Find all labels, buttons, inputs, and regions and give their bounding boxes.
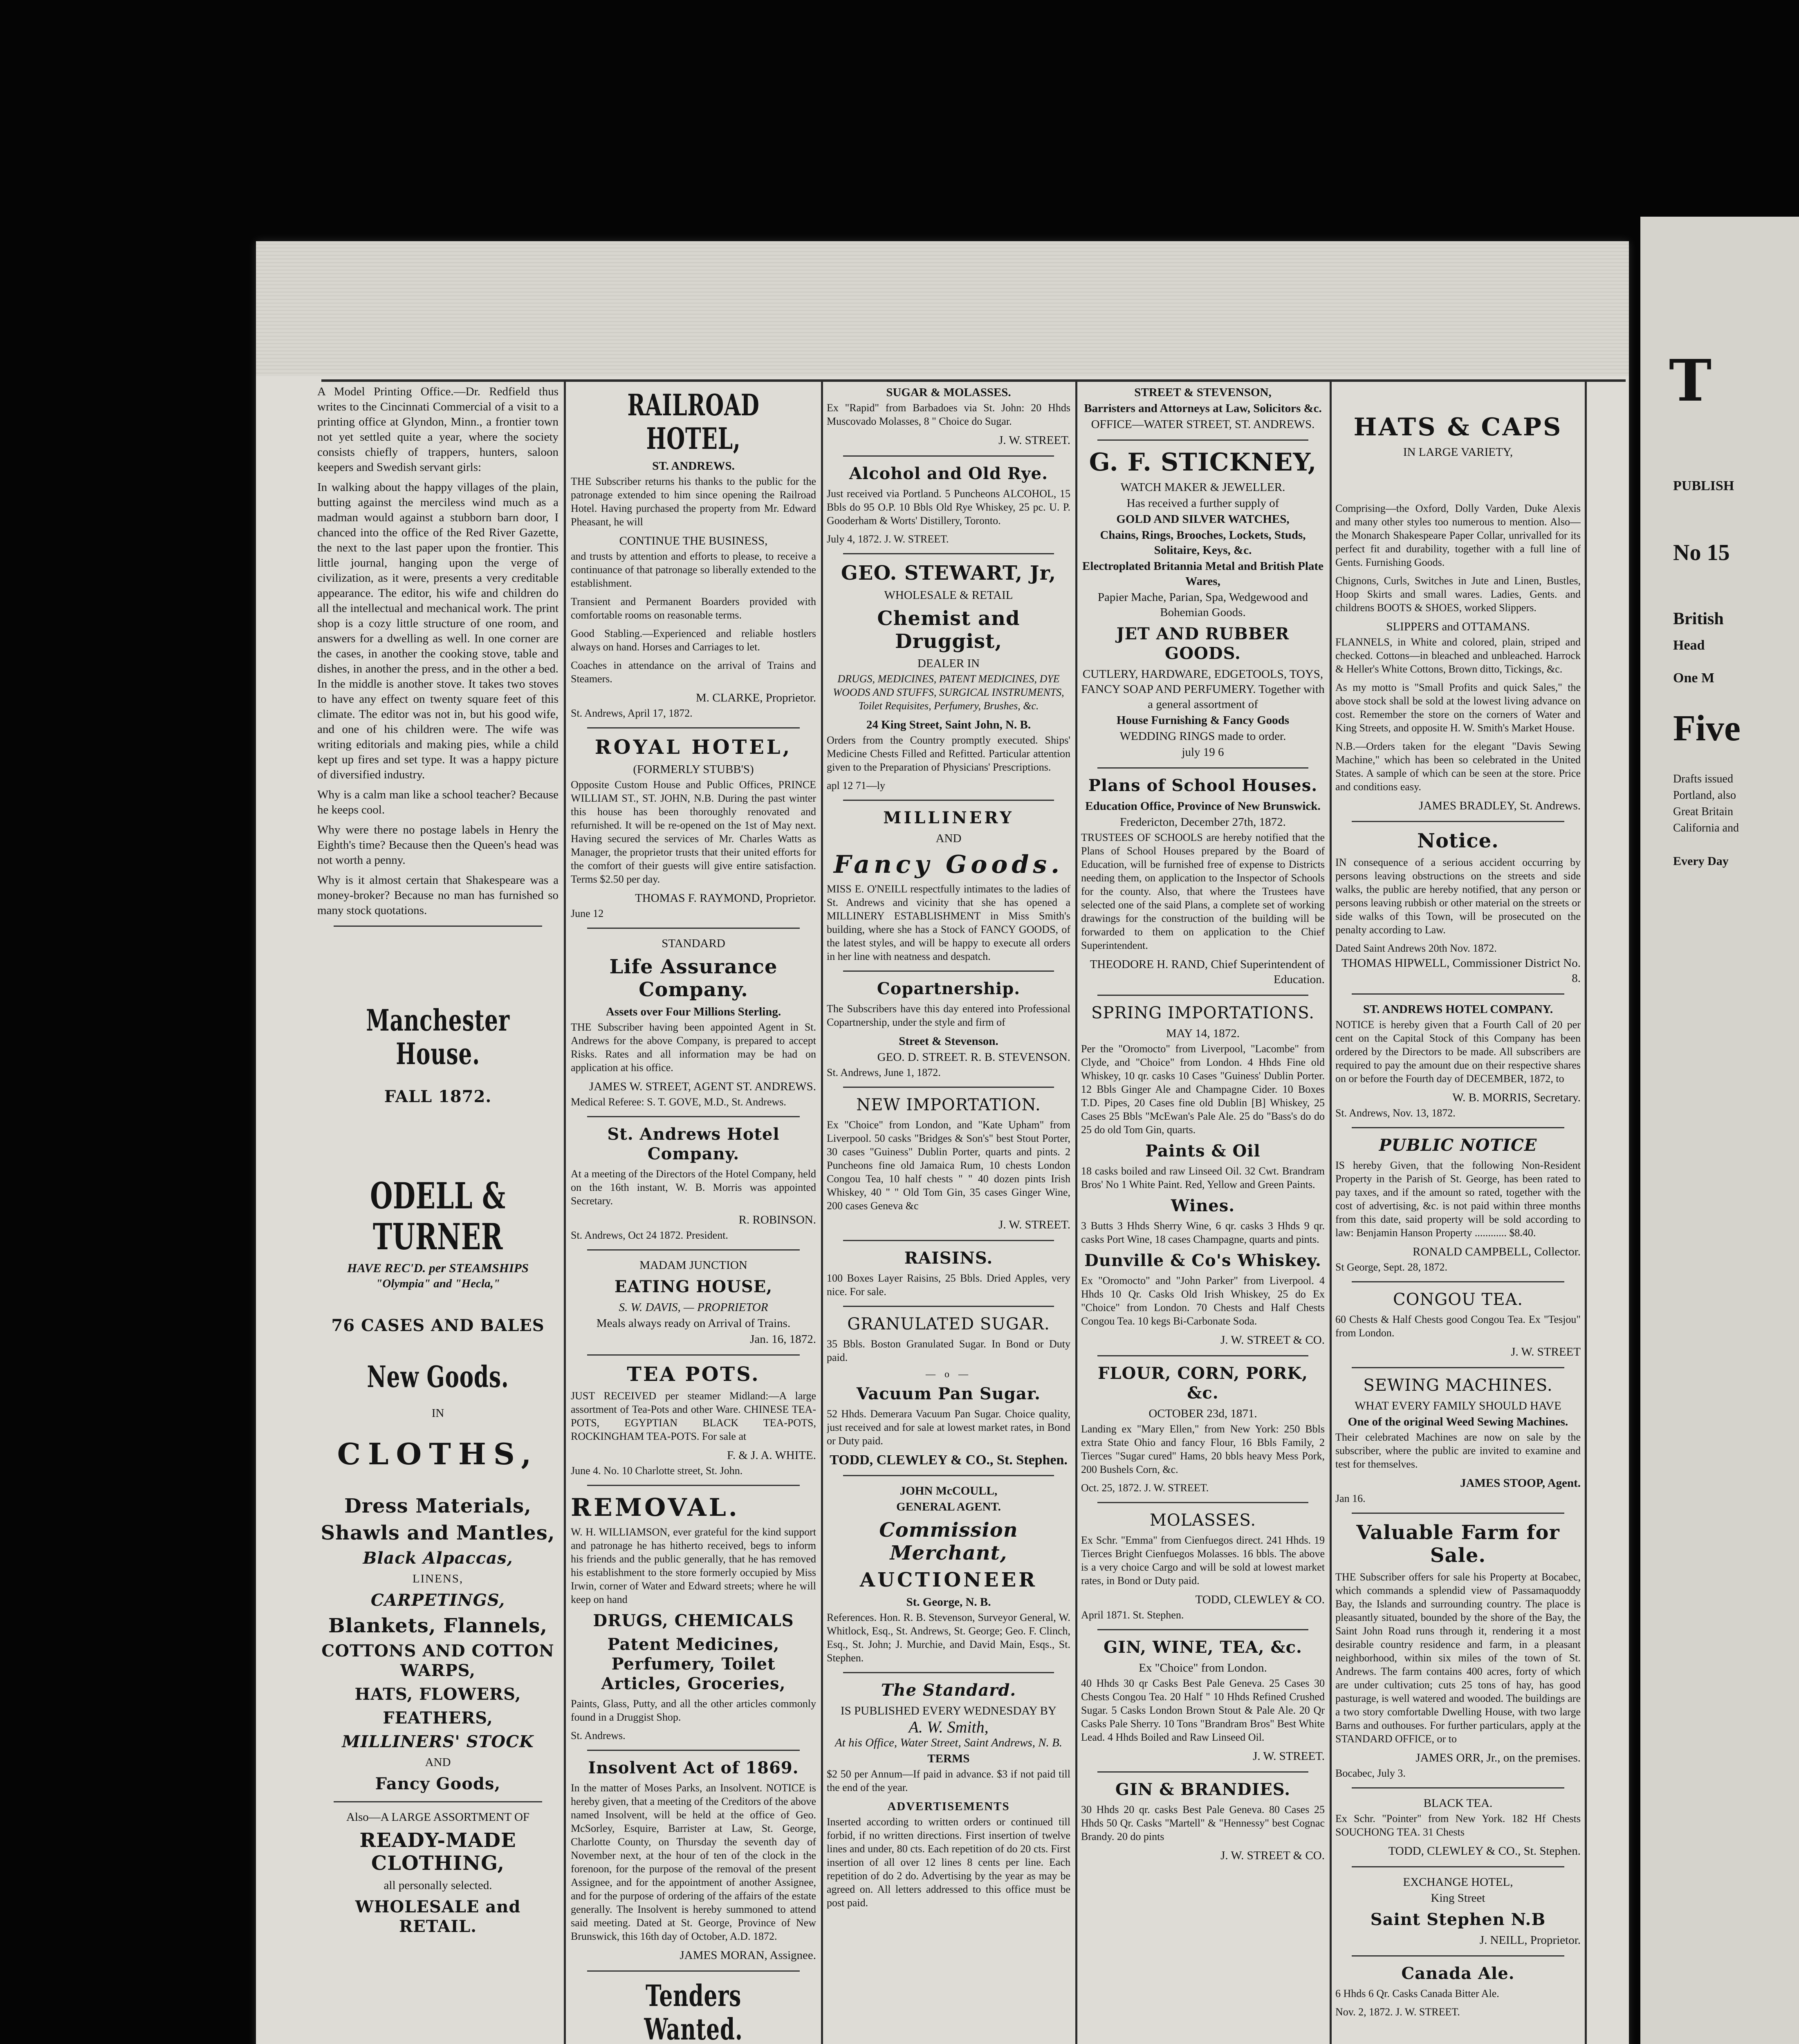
mccoull-place: St. George, N. B. [906,1596,991,1609]
mccoull-name: JOHN McCOULL, [900,1484,998,1497]
new-importation-sign: J. W. STREET. [998,1218,1070,1231]
royal-hotel-title: ROYAL HOTEL, [594,736,792,759]
wedding-date: july 19 6 [1182,746,1224,759]
railroad-hotel-title: RAILROAD HOTEL, [627,388,760,456]
insolvent-body: In the matter of Moses Parks, an Insolvent. NOTICE is hereby given, that a meeting of the Creditors of the above named Insolvent, will be held at the office of Geo. McSorley, Esquire, Barrister at Law, St. George, Charlotte County, on Thursday the seventh day of November next, at the hour of ten of the clock in the forenoon, for the purpose of the removal of the present Assignee, and for the appointment of another Assignee, and for the purpose of ordering of the affairs of the estate generally. The Insolvent is hereby summoned to attend said meeting. Dated at St. George, Province of New Brunswick, this 16th day of October, A.D. 1872. [571,1782,816,1942]
odell-turner-title: ODELL & TURNER [370,1174,506,1258]
public-notice-sign: RONALD CAMPBELL, Collector. [1413,1245,1581,1258]
divider [587,1249,800,1251]
royal-formerly: (FORMERLY STUBB'S) [633,763,754,776]
exchange-place: Saint Stephen N.B [1370,1910,1546,1929]
divider-dots: — o — [926,1369,971,1380]
divider [843,970,1054,972]
top-rule [321,379,1626,382]
molasses-date: April 1871. St. Stephen. [1081,1609,1184,1621]
wines-body: 3 Butts 3 Hhds Sherry Wine, 6 qr. casks 3 Hhds 9 qr. casks Port Wine, 18 cases Champagne, quarts and pints. [1081,1220,1325,1245]
stickney-gold: GOLD AND SILVER WATCHES, [1116,513,1290,526]
divider [1097,1502,1308,1503]
adjacent-text: Portland, also [1673,789,1736,802]
hats-body: Comprising—the Oxford, Dolly Varden, Duke Alexis and many other styles too numerous to mention. Also—the Monarch Shakespeare Paper Collar, unrivalled for its perfect fit and durability, together with a full line of Gents. Furnishing Goods. [1335,502,1581,568]
masthead-fragment: T [1669,347,1712,415]
railroad-body: THE Subscriber returns his thanks to the public for the patronage extended to him since opening the Railroad Hotel. Having purchased the property from Mr. Edward Pheasant, he will [571,475,816,528]
adjacent-text: Head [1673,638,1705,653]
stickney-received: Has received a further supply of [1126,497,1279,510]
sugar-sign: J. W. STREET. [998,434,1070,447]
goods-item: CARPETINGS, [370,1591,505,1610]
drugs-place: St. Andrews. [571,1730,626,1741]
and-label: AND [935,832,962,845]
terms-body: $2 50 per Annum—If paid in advance. $3 if not paid till the end of the year. [827,1768,1070,1793]
terms-title: TERMS [927,1752,970,1765]
royal-sign: THOMAS F. RAYMOND, Proprietor. [635,892,816,905]
removal-title: REMOVAL. [571,1493,740,1522]
exchange-sign: J. NEILL, Proprietor. [1479,1934,1581,1947]
sewing-weed: One of the original Weed Sewing Machines. [1348,1415,1568,1428]
dunville-body: Ex "Oromocto" and "John Parker" from Liverpool. 4 Hhds 10 Qr. Casks Old Irish Whiskey, 25 do Ex "Choice" from London. 70 Chests and Half Chests Congou Tea. 10 kegs Bi-Carbonate Soda. [1081,1275,1325,1327]
divider [587,1485,800,1486]
divider [334,1801,542,1802]
railroad-body: Transient and Permanent Boarders provided with comfortable rooms on reasonable terms. [571,596,816,621]
personally-selected: all personally selected. [384,1879,492,1892]
drugs-body: Paints, Glass, Putty, and all the other articles commonly found in a Druggist Shop. [571,1698,816,1723]
tenders-title: Tenders Wanted. [644,1978,743,2044]
drugs-title: DRUGS, CHEMICALS [593,1611,794,1630]
paints-title: Paints & Oil [1145,1141,1261,1161]
goods-item: Dress Materials, [344,1495,532,1517]
railroad-body: Good Stabling.—Experienced and reliable hostlers always on hand. Horses and Carriages to let. [571,628,816,653]
hats-caps-sub: IN LARGE VARIETY, [1403,446,1513,459]
exchange-title: EXCHANGE HOTEL, [1403,1876,1513,1889]
vacuum-title: Vacuum Pan Sugar. [856,1384,1041,1403]
copart-date: St. Andrews, June 1, 1872. [827,1067,941,1078]
sewing-body: Their celebrated Machines are now on sale by the subscriber, where the public are invited to examine and test for themselves. [1335,1431,1581,1470]
raisins-body: 100 Boxes Layer Raisins, 25 Bbls. Dried Apples, very nice. For sale. [827,1272,1070,1298]
railroad-continue: CONTINUE THE BUSINESS, [619,534,768,547]
granulated-title: GRANULATED SUGAR. [847,1315,1050,1334]
stickney-chains: Chains, Rings, Brooches, Lockets, Studs, Solitaire, Keys, &c. [1100,529,1306,557]
hotel-company-sign: R. ROBINSON. [738,1213,816,1226]
nb-orders: N.B.—Orders taken for the elegant "Davis Sewing Machine," which has been so celebrated in the United States. A sample of which can be seen at the store. Price and conditions easy. [1335,740,1581,793]
auctioneer: AUCTIONEER [859,1569,1038,1591]
divider [587,1970,800,1972]
copart-body: The Subscribers have this day entered into Professional Copartnership, under the style and firm of [827,1003,1070,1028]
stewart-dealer: DEALER IN [917,657,980,670]
column-4 [1081,384,1325,2044]
divider [1097,767,1308,769]
plans-office: Education Office, Province of New Brunswick. [1085,800,1321,813]
royal-body: Opposite Custom House and Public Offices, PRINCE WILLIAM ST., ST. JOHN, N.B. During the past winter this house has been thoroughly renovated and refurnished. It will be re-opened on the 1st of May next. Having secured the services of Mr. Charles Watts as Manager, the proprietor trusts that their united efforts for the comfort of their guests will give entire satisfaction. Terms $2.50 per day. [571,779,816,885]
tea-pots-body: JUST RECEIVED per steamer Midland:—A large assortment of Tea-Pots and other Ware. CHINESE TEA-POTS, EGYPTIAN BLACK TEA-POTS, ROCKINGHAM TEA-POTS. For sale at [571,1390,816,1442]
divider [1352,1513,1564,1514]
divider [843,1475,1054,1476]
tea-pots-sign: F. & J. A. WHITE. [727,1449,816,1462]
wholesale-retail: WHOLESALE and RETAIL. [355,1897,521,1936]
in-label: IN [431,1407,444,1420]
plans-date: Fredericton, December 27th, 1872. [1120,816,1286,829]
fancy-goods-title: Fancy Goods. [833,850,1063,879]
bradley-sign: JAMES BRADLEY, St. Andrews. [1419,799,1581,812]
flour-body: Landing ex "Mary Ellen," from New York: 250 Bbls extra State Ohio and fancy Flour, 16 Bbls Family, 2 Tierces "Sugar cured" Hams, 20 bbls heavy Mess Pork, 200 Bushels Corn, &c. [1081,1423,1325,1475]
divider [587,727,800,728]
divider [843,1240,1054,1241]
todd-sign: TODD, CLEWLEY & CO., St. Stephen. [830,1452,1068,1468]
standard-title: The Standard. [881,1681,1016,1700]
wedding-rings: WEDDING RINGS made to order. [1119,730,1286,743]
adjacent-text: British [1673,610,1724,628]
alcohol-date: July 4, 1872. J. W. STREET. [827,533,949,545]
congou-sign: J. W. STREET [1511,1345,1581,1358]
goods-item: MILLINERS' STOCK [342,1732,534,1751]
copart-firm: Street & Stevenson. [899,1035,998,1048]
street-stevenson-sub: Barristers and Attorneys at Law, Solicitors &c. [1084,402,1322,415]
newspaper-page [256,241,1629,2044]
madam-junction: MADAM JUNCTION [639,1259,747,1272]
royal-date: June 12 [571,908,604,919]
gin-brandies-body: 30 Hhds 20 qr. casks Best Pale Geneva. 80 Cases 25 Hhds 50 Qr. Casks "Martell" & "Hennessy" best Cognac Brandy. 20 do pints [1081,1804,1325,1842]
stickney-paper: Papier Mache, Parian, Spa, Wedgewood and Bohemian Goods. [1097,591,1308,619]
divider [1097,1629,1308,1630]
hotel-company-notice-sign: W. B. MORRIS, Secretary. [1452,1091,1581,1104]
copartnership-title: Copartnership. [877,979,1021,998]
column-rule [1330,380,1332,2044]
molasses-title: MOLASSES. [1149,1511,1256,1530]
column-1 [317,384,559,2044]
house-furnishing: House Furnishing & Fancy Goods [1116,714,1290,727]
paints-body: 18 casks boiled and raw Linseed Oil. 32 Cwt. Brandram Bros' No 1 White Paint. Red, Yellow and Green Paints. [1081,1165,1325,1190]
adjacent-text: PUBLISH [1673,478,1734,493]
railroad-place: ST. ANDREWS. [652,459,735,473]
standard-label: STANDARD [662,937,725,950]
standard-office: At his Office, Water Street, Saint Andrews, N. B. [834,1736,1063,1749]
new-importation-title: NEW IMPORTATION. [856,1096,1041,1114]
adjacent-text: California and [1673,822,1739,834]
gin-wine-sign: J. W. STREET. [1253,1750,1325,1763]
divider [1352,1281,1564,1282]
have-recd: HAVE REC'D. per STEAMSHIPS [347,1261,529,1275]
mccoull-refs: References. Hon. R. B. Stevenson, Surveyor General, W. Whitlock, Esq., St. Andrews, St. George; Geo. F. Clinch, Esq., St. John; J. Murchie, and David Main, Esqs., St. Stephen. [827,1611,1070,1664]
chignons: Chignons, Curls, Switches in Jute and Linen, Bustles, Hoop Skirts and small wares. Ladies, Gents. and childrens BOOTS & SHOES, worked Slippers. [1335,575,1581,614]
divider [843,1306,1054,1307]
manchester-house-title: Manchester House. [366,1003,510,1071]
wines-title: Wines. [1171,1196,1235,1215]
stickney-sub: WATCH MAKER & JEWELLER. [1120,481,1285,494]
alcohol-body: Just received via Portland. 5 Puncheons ALCOHOL, 15 Bbls do 95 O.P. 10 Bbls Old Rye Whiskey, 25 pc. U. P. Gooderham & Worts' Distillery, Toronto. [827,488,1070,527]
stewart-address: 24 King Street, Saint John, N. B. [866,718,1031,731]
advert-title: ADVERTISEMENTS [887,1800,1010,1813]
molasses-sign: TODD, CLEWLEY & CO. [1195,1593,1325,1606]
railroad-date: St. Andrews, April 17, 1872. [571,707,693,719]
street-stevenson-title: STREET & STEVENSON, [1134,386,1272,399]
goods-item: LINENS, [412,1572,464,1585]
hotel-company-title: St. Andrews Hotel Company. [607,1125,780,1163]
divider [1352,1787,1564,1788]
alcohol-title: Alcohol and Old Rye. [849,464,1048,483]
hats-caps-title: HATS & CAPS [1353,413,1563,442]
slippers: SLIPPERS and OTTAMANS. [1386,620,1530,633]
adjacent-page [1640,217,1799,2044]
column-rule [564,380,566,2044]
divider [1352,1127,1564,1128]
divider [843,800,1054,801]
column-2 [571,384,816,2044]
gin-wine-body: 40 Hhds 30 qr Casks Best Pale Geneva. 25 Cases 30 Chests Congou Tea. 20 Half " 10 Hhds Refined Crushed Sugar. 5 Casks London Brown Stout & Pale Ale. 20 Qr Casks Pale Sherry. 10 Tons "Brandram Bros" Best White Lead. 4 Hhds Boiled and Raw Linseed Oil. [1081,1677,1325,1743]
stickney-title: G. F. STICKNEY, [1089,448,1317,477]
sewing-date: Jan 16. [1335,1493,1366,1504]
also-assortment: Also—A LARGE ASSORTMENT OF [346,1811,530,1824]
copart-names: GEO. D. STREET. R. B. STEVENSON. [877,1051,1070,1064]
stewart-list: DRUGS, MEDICINES, PATENT MEDICINES, DYE WOODS AND STUFFS, SURGICAL INSTRUMENTS, Toilet Requisites, Perfumery, Brushes, &c. [833,673,1064,712]
adjacent-text: Every Day [1673,854,1729,868]
gin-wine-sub: Ex "Choice" from London. [1139,1661,1267,1674]
adjacent-text: Five [1673,708,1741,749]
tea-pots-title: TEA POTS. [627,1363,760,1386]
divider [1097,439,1308,441]
millinery-title: MILLINERY [883,808,1014,827]
divider [843,455,1054,457]
plans-sign: THEODORE H. RAND, Chief Superintendent of Education. [1090,958,1325,986]
sewing-title: SEWING MACHINES. [1363,1376,1553,1395]
flour-date-2: Oct. 25, 1872. J. W. STREET. [1081,1482,1209,1494]
vacuum-body: 52 Hhds. Demerara Vacuum Pan Sugar. Choice quality, just received and for sale at lowest market rates, in Bond or Duty paid. [827,1408,1070,1447]
eating-date: Jan. 16, 1872. [750,1333,816,1346]
notice-sign: THOMAS HIPWELL, Commissioner District No. 8. [1341,957,1581,985]
hotel-company-notice-title: ST. ANDREWS HOTEL COMPANY. [1363,1003,1553,1016]
goods-item: Blankets, Flannels, [328,1614,547,1637]
fancy-body: MISS E. O'NEILL respectfully intimates to the ladies of St. Andrews and vicinity that she has opened a MILLINERY ESTABLISHMENT in Miss Smith's building, where she has a Stock of FANCY GOODS, of the latest styles, and will be happy to execute all orders in her line with neatness and despatch. [827,883,1070,962]
insolvent-sign: JAMES MORAN, Assignee. [680,1949,816,1962]
eating-proprietor: S. W. DAVIS, — PROPRIETOR [619,1301,768,1314]
standard-editor: A. W. Smith, [908,1718,989,1736]
sewing-sign: JAMES STOOP, Agent. [1460,1477,1581,1490]
black-tea-sign: TODD, CLEWLEY & CO., St. Stephen. [1388,1845,1581,1858]
exchange-street: King Street [1431,1892,1485,1905]
black-tea-title: BLACK TEA. [1423,1797,1493,1810]
black-tea-body: Ex Schr. "Pointer" from New York. 182 Hf Chests SOUCHONG TEA. 31 Chests [1335,1813,1581,1838]
notice-body: IN consequence of a serious accident occurring by persons leaving obstructions on the streets and side walks, the public are hereby notified, that any person or persons leaving rubbish or other material on the streets or side walks of this Town, will be prosecuted on the penalty according to Law. [1335,856,1581,936]
railroad-sign: M. CLARKE, Proprietor. [695,691,816,704]
column-rule [1075,380,1077,2044]
dunville-title: Dunville & Co's Whiskey. [1084,1251,1321,1270]
model-office-para-2: In walking about the happy villages of the plain, butting against the merciless wind much as a madman would against a stubborn barn door, I chanced into the office of the Red River Gazette, the next to the last paper upon the frontier. This little journal, hanging upon the verge of civilization, as it were, presents a very creditable appearance. The editor, his wife and children do all the intellectual and mechanical work. The print shop is a cozy little structure of one room, and answers for a dwelling as well. In one corner are the cases, in another the cooking stove, table and dishes, in another the press, and in the other a bed. In the middle is another stove. It takes two stoves to have any effect on twenty square feet of this climate. The editor was not in, but his good wife, and one of his children were. The wife was writing editorials and making pies, while a child kept up fires and set type. It was a happy picture of diversified industry. [317,481,559,781]
divider [843,553,1054,554]
gin-wine-title: GIN, WINE, TEA, &c. [1104,1638,1302,1657]
canada-ale-date: Nov. 2, 1872. J. W. STREET. [1335,2006,1460,2018]
goods-item: AND [425,1756,451,1769]
divider [1097,1771,1308,1773]
flannels: FLANNELS, in White and colored, plain, striped and checked. Cottons—in bleached and unbleached. Harrock & Heller's White Cottons, Brown ditto, Tickings, &c. [1335,636,1581,675]
street-stevenson-office: OFFICE—WATER STREET, ST. ANDREWS. [1091,418,1315,431]
jet-title: JET AND RUBBER GOODS. [1116,624,1290,663]
notice-date: Dated Saint Andrews 20th Nov. 1872. [1335,942,1497,954]
divider [1352,1955,1564,1957]
adjacent-text: One M [1673,670,1715,686]
public-notice-body: IS hereby Given, that the following Non-Resident Property in the Parish of St. George, has been rated to pay taxes, and if the amount so rated, together with the cost of advertising, &c. is not paid within three months from this date, said property will be sold according to law: Benjamin Hanson Property ............ $8.40. [1335,1159,1581,1239]
public-notice-date: St George, Sept. 28, 1872. [1335,1261,1447,1273]
cases-and-bales: 76 CASES AND BALES [331,1316,545,1335]
mccoull-sub: GENERAL AGENT. [896,1500,1001,1513]
goods-item: HATS, FLOWERS, [354,1685,521,1704]
stewart-chemist: Chemist and Druggist, [877,607,1020,653]
adjacent-text: Drafts issued [1673,773,1733,785]
hotel-company-notice-body: NOTICE is hereby given that a Fourth Call of 20 per cent on the Capital Stock of this Company has been ordered by the Directors to be made. All subscribers are required to pay the amount due on their respective shares on or before the Fourth day of DECEMBER, 1872, to [1335,1019,1581,1085]
life-examiner: Medical Referee: S. T. GOVE, M.D., St. Andrews. [571,1096,786,1108]
column-5 [1335,384,1581,2044]
stewart-sub: WHOLESALE & RETAIL [884,589,1013,602]
gin-brandies-title: GIN & BRANDIES. [1115,1780,1291,1799]
congou-title: CONGOU TEA. [1393,1290,1523,1309]
stewart-date: apl 12 71—ly [827,780,885,791]
farm-title: Valuable Farm for Sale. [1356,1521,1560,1567]
blank-top-margin [256,241,1629,376]
plans-body: TRUSTEES OF SCHOOLS are hereby notified that the Plans of School Houses prepared by the Board of Education, will be furnished free of expense to Districts needing them, on application to the Inspector of Schools for the county. Also, that where the Trustees have selected one of the said Plans, a complete set of working drawings for the construction of the building will be forwarded to them on application to the Chief Superintendent. [1081,831,1325,951]
patent-medicines-title: Patent Medicines, Perfumery, Toilet Articles, Groceries, [601,1635,786,1693]
life-assurance-title: Life Assurance Company. [609,955,778,1001]
eating-house-title: EATING HOUSE, [614,1277,773,1296]
divider [1097,1355,1308,1356]
hotel-company-notice-date: St. Andrews, Nov. 13, 1872. [1335,1107,1456,1119]
advert-body: Inserted according to written orders or continued till forbid, if no written directions. First insertion of twelve lines and under, 80 cts. Each repetition of do 20 cts. First insertion of all over 12 lines 8 cents per line. Each repetition of do 2 do. Advertising by the year as may be agreed on. All letters addressed to this office must be post paid. [827,1816,1070,1909]
cloths: CLOTHS, [337,1437,539,1471]
goods-item: FEATHERS, [383,1708,493,1728]
divider [1352,821,1564,822]
hotel-company-body: At a meeting of the Directors of the Hotel Company, held on the 16th instant, W. B. Morris was appointed Secretary. [571,1168,816,1207]
joke-3: Why is it almost certain that Shakespeare was a money-broker? Because no man has furnished so many stock quotations. [317,874,559,917]
life-body: THE Subscriber having been appointed Agent in St. Andrews for the above Company, is prepared to accept Risks. Rates and all information may be had on application at his office. [571,1021,816,1074]
stewart-title: GEO. STEWART, Jr, [841,562,1057,585]
column-3 [827,384,1070,2044]
farm-body: THE Subscriber offers for sale his Property at Bocabec, which commands a splendid view of Passamaquoddy Bay, the Islands and surrounding country. The place is pleasantly situated, bounded by the shore of the Bay, the Saint John Road runs through it, rendering it a most desirable country residence and farm, in a pleasant neighborhood, within six miles of the town of St. Andrews. The farm contains 400 acres, forty of which are under cultivation; cuts 25 tons of hay, has good pasturage, is well watered and wooded. The buildings are a two story comfortable Dwelling House, with two large Barns and outhouses. For further particulars, apply at the STANDARD OFFICE, or to [1335,1571,1581,1745]
railroad-body: and trusts by attention and efforts to please, to receive a continuance of that patronage so liberally extended to the establishment. [571,550,816,589]
railroad-body: Coaches in attendance on the arrival of Trains and Steamers. [571,659,816,685]
granulated-body: 35 Bbls. Boston Granulated Sugar. In Bond or Duty paid. [827,1338,1070,1363]
fall-1872: FALL 1872. [384,1087,492,1106]
divider [587,1116,800,1117]
spring-title: SPRING IMPORTATIONS. [1091,1004,1314,1022]
dunville-sign: J. W. STREET & CO. [1220,1334,1325,1347]
divider [1352,993,1564,995]
spring-body: Per the "Oromocto" from Liverpool, "Lacombe" from Clyde, and "Choice" from London. 4 Hhds Fine old Whiskey, 10 qr. casks 10 Cases "Guiness' Dublin Porter. 12 Bbls Ginger Ale and Champagne Cider. 10 Boxes T.D. Pipes, 20 Cases fine old Dublin [B] Whiskey, 25 Cases 25 Bbls "McEwan's Pale Ale. 25 do "Bass's do do 25 do old Tom Gin, quarts. [1081,1043,1325,1136]
farm-sign: JAMES ORR, Jr., on the premises. [1415,1751,1581,1764]
ready-made-clothing: READY-MADE CLOTHING, [359,1829,516,1875]
jet-list: CUTLERY, HARDWARE, EDGETOOLS, TOYS, FANCY SOAP AND PERFUMERY. Together with a general assortment of [1081,668,1325,711]
stewart-body: Orders from the Country promptly executed. Ships' Medicine Chests Filled and Refitted. Particular attention given to the Preparation of Physicians' Prescriptions. [827,734,1070,773]
divider [1352,1367,1564,1368]
commission-title: Commission Merchant, [879,1519,1018,1564]
adjacent-text: No 15 [1673,540,1730,565]
remember: As my motto is "Small Profits and quick Sales," the above stock shall be sold at the lowest living advance on cost. Remember the store on the corners of Water and King Streets, and opposite H. W. Smith's Market House. [1335,681,1581,734]
adjacent-text: Great Britain [1673,805,1733,818]
divider [1352,1866,1564,1867]
stickney-plate: Electroplated Britannia Metal and British Plate Wares, [1082,560,1323,588]
joke-1: Why is a calm man like a school teacher? Because he keeps cool. [317,788,559,816]
divider [587,1750,800,1751]
goods-item: Shawls and Mantles, [321,1522,555,1544]
plans-title: Plans of School Houses. [1088,776,1318,795]
divider [843,1087,1054,1088]
divider [587,928,800,929]
goods-item: Black Alpaccas, [363,1549,513,1568]
insolvent-title: Insolvent Act of 1869. [588,1758,799,1777]
gin-brandies-sign: J. W. STREET & CO. [1220,1849,1325,1862]
canada-ale-title: Canada Ale. [1401,1964,1515,1983]
model-office-para-1: A Model Printing Office.—Dr. Redfield thus writes to the Cincinnati Commercial of a visit to a printing office at Glyndon, Minn., a frontier town not yet settled quite a year, where the society consists chiefly of trappers, hunters, saloon keepers and Swedish servant girls: [317,385,559,474]
tea-pots-date: June 4. No. 10 Charlotte street, St. John. [571,1465,743,1477]
new-goods: New Goods. [367,1359,509,1394]
new-importation-body: Ex "Choice" from London, and "Kate Upham" from Liverpool. 50 casks "Bridges & Son's" best Stout Porter, 30 cases "Guiness" Dublin Porter, quarts and pints. 2 Puncheons fine old Jamaica Rum, 10 chests London Congou Tea, 10 half chests " " 40 dozen pints Irish Whiskey, 40 " " Old Tom Gin, 35 cases Ginger Wine, 200 cases Geneva &c [827,1119,1070,1212]
life-assets: Assets over Four Millions Sterling. [606,1005,781,1018]
goods-item: Fancy Goods, [375,1774,501,1793]
divider [1097,995,1308,996]
divider [843,1672,1054,1673]
goods-item: COTTONS AND COTTON WARPS, [321,1641,554,1680]
joke-2: Why were there no postage labels in Henry the Eighth's time? Because then the Queen's head was not worth a penny. [317,823,559,867]
public-notice-title: PUBLIC NOTICE [1379,1136,1537,1155]
column-rule [1585,380,1587,2044]
sugar-title: SUGAR & MOLASSES. [886,386,1011,399]
farm-date: Bocabec, July 3. [1335,1767,1406,1779]
canada-ale-body: 6 Hhds 6 Qr. Casks Canada Bitter Ale. [1335,1988,1499,1999]
flour-title: FLOUR, CORN, PORK, &c. [1098,1364,1308,1403]
divider [334,926,542,927]
sugar-body: Ex "Rapid" from Barbadoes via St. John: 20 Hhds Muscovado Molasses, 8 " Choice do Sugar. [827,402,1070,427]
molasses-body: Ex Schr. "Emma" from Cienfuegos direct. 241 Hhds. 19 Tierces Bright Cienfuegos Molasses. 16 bbls. The above is a very choice Cargo and will be sold at lowest market rates, in Bond or Duty paid. [1081,1534,1325,1587]
hotel-company-date: St. Andrews, Oct 24 1872. President. [571,1229,728,1241]
spring-date: MAY 14, 1872. [1166,1027,1240,1040]
flour-date: OCTOBER 23d, 1871. [1148,1407,1257,1420]
notice-title: Notice. [1417,829,1499,852]
divider [587,1354,800,1356]
life-sign: JAMES W. STREET, AGENT ST. ANDREWS. [589,1080,816,1093]
raisins-title: RAISINS. [904,1248,993,1268]
sewing-sub: WHAT EVERY FAMILY SHOULD HAVE [1355,1399,1561,1412]
standard-pub: IS PUBLISHED EVERY WEDNESDAY BY [841,1704,1057,1717]
eating-meals: Meals always ready on Arrival of Trains. [596,1317,791,1330]
removal-body: W. H. WILLIAMSON, ever grateful for the kind support and patronage he has hitherto received, begs to inform his friends and the public generally, that he has removed his establishment to the store formerly occupied by Miss Irwin, corner of Water and Edward streets; where he will keep on hand [571,1526,816,1605]
congou-body: 60 Chests & Half Chests good Congou Tea. Ex "Tesjou" from London. [1335,1313,1581,1339]
steamships: "Olympia" and "Hecla," [376,1277,500,1290]
column-rule [821,380,823,2044]
